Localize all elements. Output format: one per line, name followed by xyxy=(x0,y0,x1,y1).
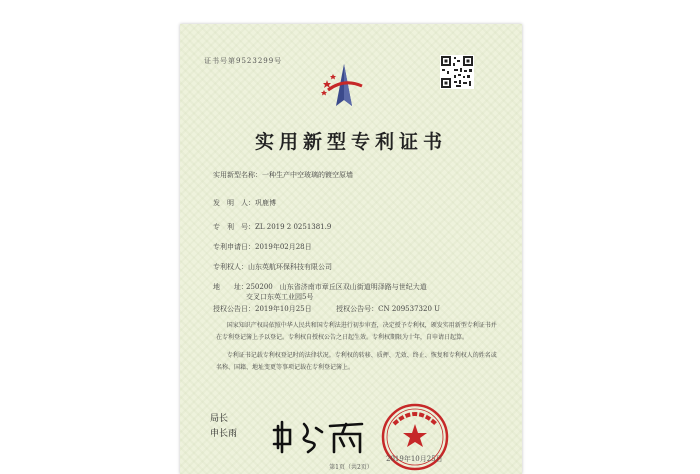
address-label: 地 址： xyxy=(213,283,248,291)
grant-number-value: CN 209537320 U xyxy=(378,305,441,313)
handwritten-signature-icon xyxy=(270,416,380,456)
grant-number-label: 授权公告号： xyxy=(336,305,379,313)
inventor-row xyxy=(213,198,276,208)
address-line-2: 交叉口东英工业园5号 xyxy=(246,293,314,301)
grant-date-label: 授权公告日： xyxy=(213,305,255,313)
patent-number-label: 专 利 号： xyxy=(213,223,255,231)
inventor-label: 发 明 人： xyxy=(213,199,255,207)
patent-certificate xyxy=(180,24,522,474)
certificate-number: 证书号第9523299号 xyxy=(204,57,283,65)
grant-statement-paragraph: 国家知识产权局依照中华人民共和国专利法进行初步审查，决定授予专利权，颁发实用新型专利证书并在专利登记簿上予以登记。专利权自授权公告之日起生效。专利权期限为十年，自申请日起算。 xyxy=(216,322,497,341)
certificate-title: 实用新型专利证书 xyxy=(254,131,447,153)
utility-model-name-row xyxy=(213,170,353,180)
inventor-value: 巩鹿博 xyxy=(255,199,276,207)
address-row xyxy=(213,282,248,292)
application-date-value: 2019年02月28日 xyxy=(255,243,312,251)
patentee-row xyxy=(213,262,332,272)
application-date-label: 专利申请日： xyxy=(213,243,255,251)
director-title: 局长 xyxy=(210,414,229,424)
patent-number-row xyxy=(213,222,331,232)
qr-code-icon xyxy=(440,55,474,89)
grant-date-value: 2019年10月25日 xyxy=(255,305,312,313)
patentee-label: 专利权人： xyxy=(213,263,248,271)
patent-office-emblem-icon xyxy=(318,60,370,112)
patent-number-value: ZL 2019 2 0251381.9 xyxy=(255,223,332,231)
seal-date: 2019年10月25日 xyxy=(386,455,443,463)
page-footer: 第1页（共2页） xyxy=(329,464,373,471)
utility-model-name-label: 实用新型名称： xyxy=(213,171,262,179)
patentee-value: 山东英航环保科技有限公司 xyxy=(248,263,332,271)
director-name: 申长雨 xyxy=(210,429,238,439)
grant-info-row xyxy=(213,304,440,314)
application-date-row xyxy=(213,242,312,252)
address-line-1: 250200 山东省济南市章丘区双山街道明泽路与世纪大道 xyxy=(246,283,427,291)
legal-status-paragraph: 专利证书记载专利权登记时的法律状况。专利权的转移、质押、无效、终止、恢复和专利权人的姓名或名称、国籍、地址变更等事项记载在专利登记簿上。 xyxy=(216,352,497,371)
utility-model-name-value: 一种生产中空玻璃的镀空原墙 xyxy=(262,171,353,179)
